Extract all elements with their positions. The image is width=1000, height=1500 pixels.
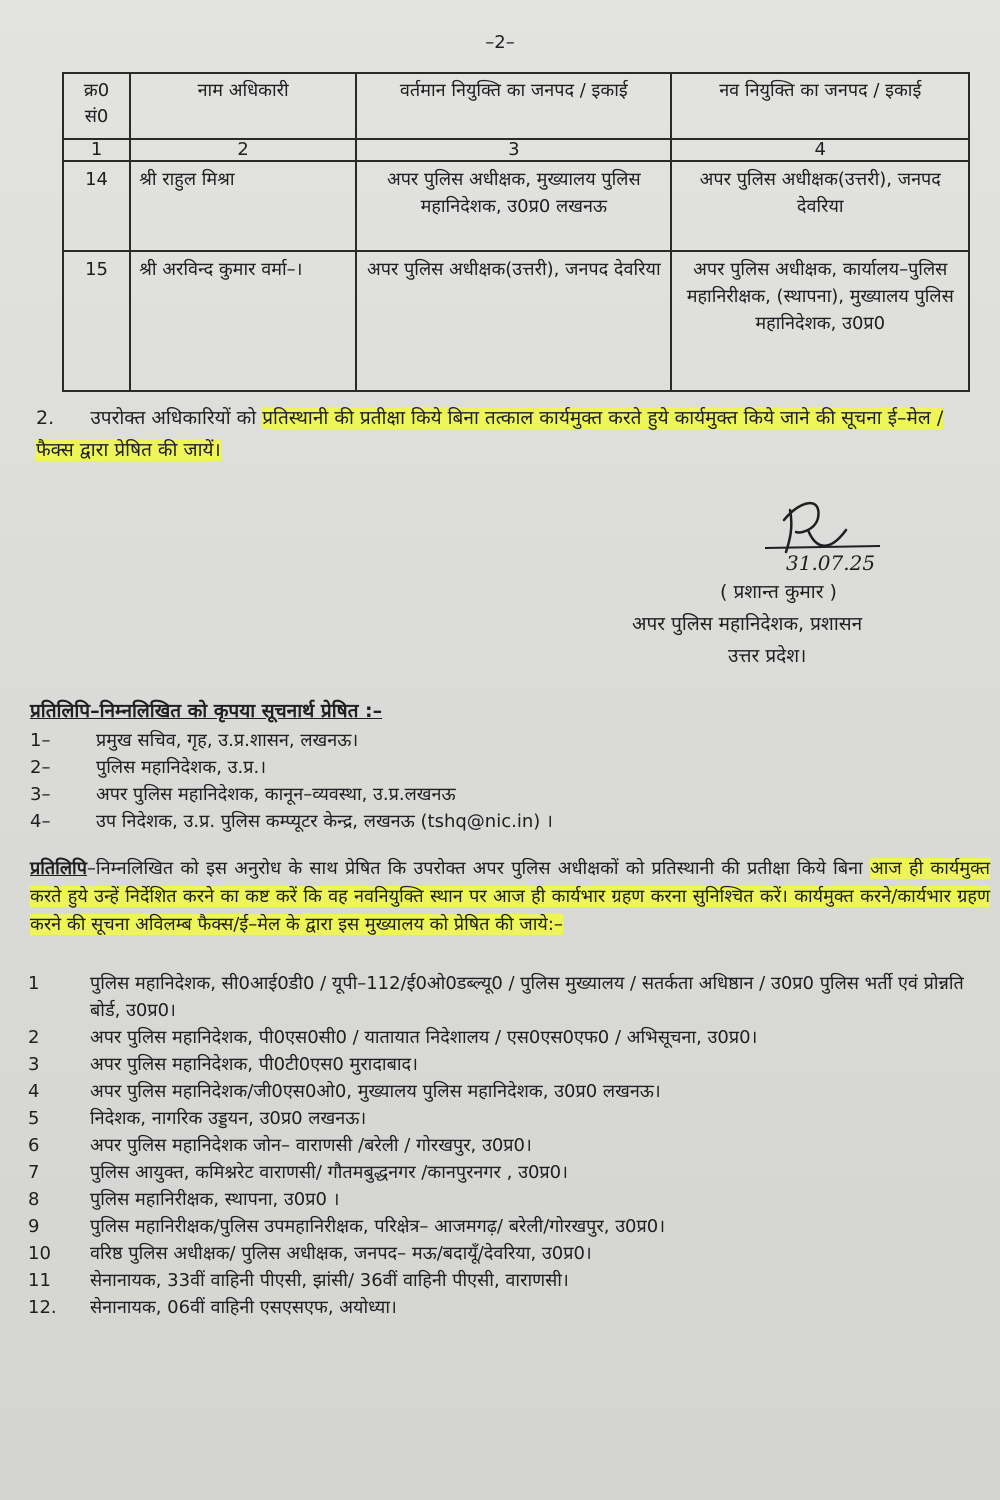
copy-request-paragraph xyxy=(30,855,990,939)
signatory-name: ( प्रशान्त कुमार ) xyxy=(720,581,837,603)
list-item: 3– अपर पुलिस महानिदेशक, कानून–व्यवस्था, उ.प्र.लखनऊ xyxy=(30,784,456,805)
page-number: –2– xyxy=(485,32,515,53)
row-new-posting: अपर पुलिस अधीक्षक, कार्यालय–पुलिस महानिरीक्षक, (स्थापना), मुख्यालय पुलिस महानिदेशक, उ0प्र0 xyxy=(671,251,969,391)
column-number: 4 xyxy=(671,139,969,161)
signatory-designation: अपर पुलिस महानिदेशक, प्रशासन xyxy=(632,613,863,635)
paragraph-2 xyxy=(36,402,976,466)
list-item: 4– उप निदेशक, उ.प्र. पुलिस कम्प्यूटर केन्द्र, लखनऊ (tshq@nic.in) । xyxy=(30,811,553,832)
column-number: 2 xyxy=(130,139,356,161)
list-item: 6 अपर पुलिस महानिदेशक जोन– वाराणसी /बरेली / गोरखपुर, उ0प्र0। xyxy=(28,1135,532,1156)
list-item: 11 सेनानायक, 33वीं वाहिनी पीएसी, झांसी/ 36वीं वाहिनी पीएसी, वाराणसी। xyxy=(28,1270,569,1291)
list-item: 8 पुलिस महानिरीक्षक, स्थापना, उ0प्र0 । xyxy=(28,1189,340,1210)
highlighted-text: प्रतिस्थानी की प्रतीक्षा किये बिना तत्काल कार्यमुक्त करते हुये कार्यमुक्त किये जाने की सूचना ई–मेल / फैक्स द्वारा प्रेषित की जायें। xyxy=(36,407,944,461)
list-item: 2– पुलिस महानिदेशक, उ.प्र.। xyxy=(30,757,267,778)
row-serial: 14 xyxy=(63,161,130,251)
signatory-state: उत्तर प्रदेश। xyxy=(728,645,807,667)
row-current-posting: अपर पुलिस अधीक्षक(उत्तरी), जनपद देवरिया xyxy=(356,251,671,391)
header-officer-name: नाम अधिकारी xyxy=(130,73,356,139)
table-row xyxy=(63,161,969,251)
svg-text:31.07.25: 31.07.25 xyxy=(786,551,876,575)
copy-lead: प्रतिलिपि xyxy=(30,858,87,879)
handwritten-signature xyxy=(760,490,910,580)
list-item: 2 अपर पुलिस महानिदेशक, पी0एस0सी0 / यातायात निदेशालय / एस0एस0एफ0 / अभिसूचना, उ0प्र0। xyxy=(28,1027,758,1048)
row-serial: 15 xyxy=(63,251,130,391)
column-number: 3 xyxy=(356,139,671,161)
highlighted-text: आज ही कार्यमुक्त करते हुये उन्हें निर्देशित करने का कष्ट करें कि वह नवनियुक्ति स्थान पर आज ही कार्यभार ग्रहण करना सुनिश्चित करें। कार्यमुक्त करने/कार्यभार ग्रहण करने की सूचना अविलम्ब फैक्स/ई–मेल के द्वारा इस मुख्यालय को प्रेषित की जाये:– xyxy=(30,858,991,935)
header-new-posting: नव नियुक्ति का जनपद / इकाई xyxy=(671,73,969,139)
list-item: 1 पुलिस महानिदेशक, सी0आई0डी0 / यूपी–112/ई0ओ0डब्ल्यू0 / पुलिस मुख्यालय / सतर्कता अधिष्ठान / उ0प्र0 पुलिस भर्ती एवं प्रोन्नति बोर्ड, उ0प्र0। xyxy=(28,973,964,1021)
list-item: 4 अपर पुलिस महानिदेशक/जी0एस0ओ0, मुख्यालय पुलिस महानिदेशक, उ0प्र0 लखनऊ। xyxy=(28,1081,661,1102)
paragraph-text: उपरोक्त अधिकारियों को xyxy=(90,407,257,429)
copy-to-heading: प्रतिलिपि–निम्नलिखित को कृपया सूचनार्थ प्रेषित :– xyxy=(30,700,383,722)
row-new-posting: अपर पुलिस अधीक्षक(उत्तरी), जनपद देवरिया xyxy=(671,161,969,251)
recipient-list xyxy=(28,970,988,1321)
row-officer-name: श्री राहुल मिश्रा xyxy=(130,161,356,251)
column-number: 1 xyxy=(63,139,130,161)
list-item: 10 वरिष्ठ पुलिस अधीक्षक/ पुलिस अधीक्षक, जनपद– मऊ/बदायूँ/देवरिया, उ0प्र0। xyxy=(28,1243,592,1264)
header-current-posting: वर्तमान नियुक्ति का जनपद / इकाई xyxy=(356,73,671,139)
transfer-table xyxy=(62,72,970,392)
list-item: 12. सेनानायक, 06वीं वाहिनी एसएसएफ, अयोध्या। xyxy=(28,1297,397,1318)
copy-text: –निम्नलिखित को इस अनुरोध के साथ प्रेषित कि उपरोक्त अपर पुलिस अधीक्षकों को प्रतिस्थानी की प्रतीक्षा किये बिना xyxy=(86,858,863,879)
list-item: 1– प्रमुख सचिव, गृह, उ.प्र.शासन, लखनऊ। xyxy=(30,730,359,751)
copy-to-list xyxy=(30,727,930,835)
list-item: 7 पुलिस आयुक्त, कमिश्नरेट वाराणसी/ गौतमबुद्धनगर /कानपुरनगर , उ0प्र0। xyxy=(28,1162,568,1183)
list-item: 9 पुलिस महानिरीक्षक/पुलिस उपमहानिरीक्षक, परिक्षेत्र– आजमगढ़/ बरेली/गोरखपुर, उ0प्र0। xyxy=(28,1216,666,1237)
list-item: 5 निदेशक, नागरिक उड्डयन, उ0प्र0 लखनऊ। xyxy=(28,1108,367,1129)
row-officer-name: श्री अरविन्द कुमार वर्मा–। xyxy=(130,251,356,391)
paragraph-number: 2. xyxy=(36,407,55,429)
table-row xyxy=(63,251,969,391)
row-current-posting: अपर पुलिस अधीक्षक, मुख्यालय पुलिस महानिदेशक, उ0प्र0 लखनऊ xyxy=(356,161,671,251)
column-number-row xyxy=(63,139,969,161)
list-item: 3 अपर पुलिस महानिदेशक, पी0टी0एस0 मुरादाबाद। xyxy=(28,1054,418,1075)
header-serial: क्र0 सं0 xyxy=(63,73,130,139)
table-header-row xyxy=(63,73,969,139)
